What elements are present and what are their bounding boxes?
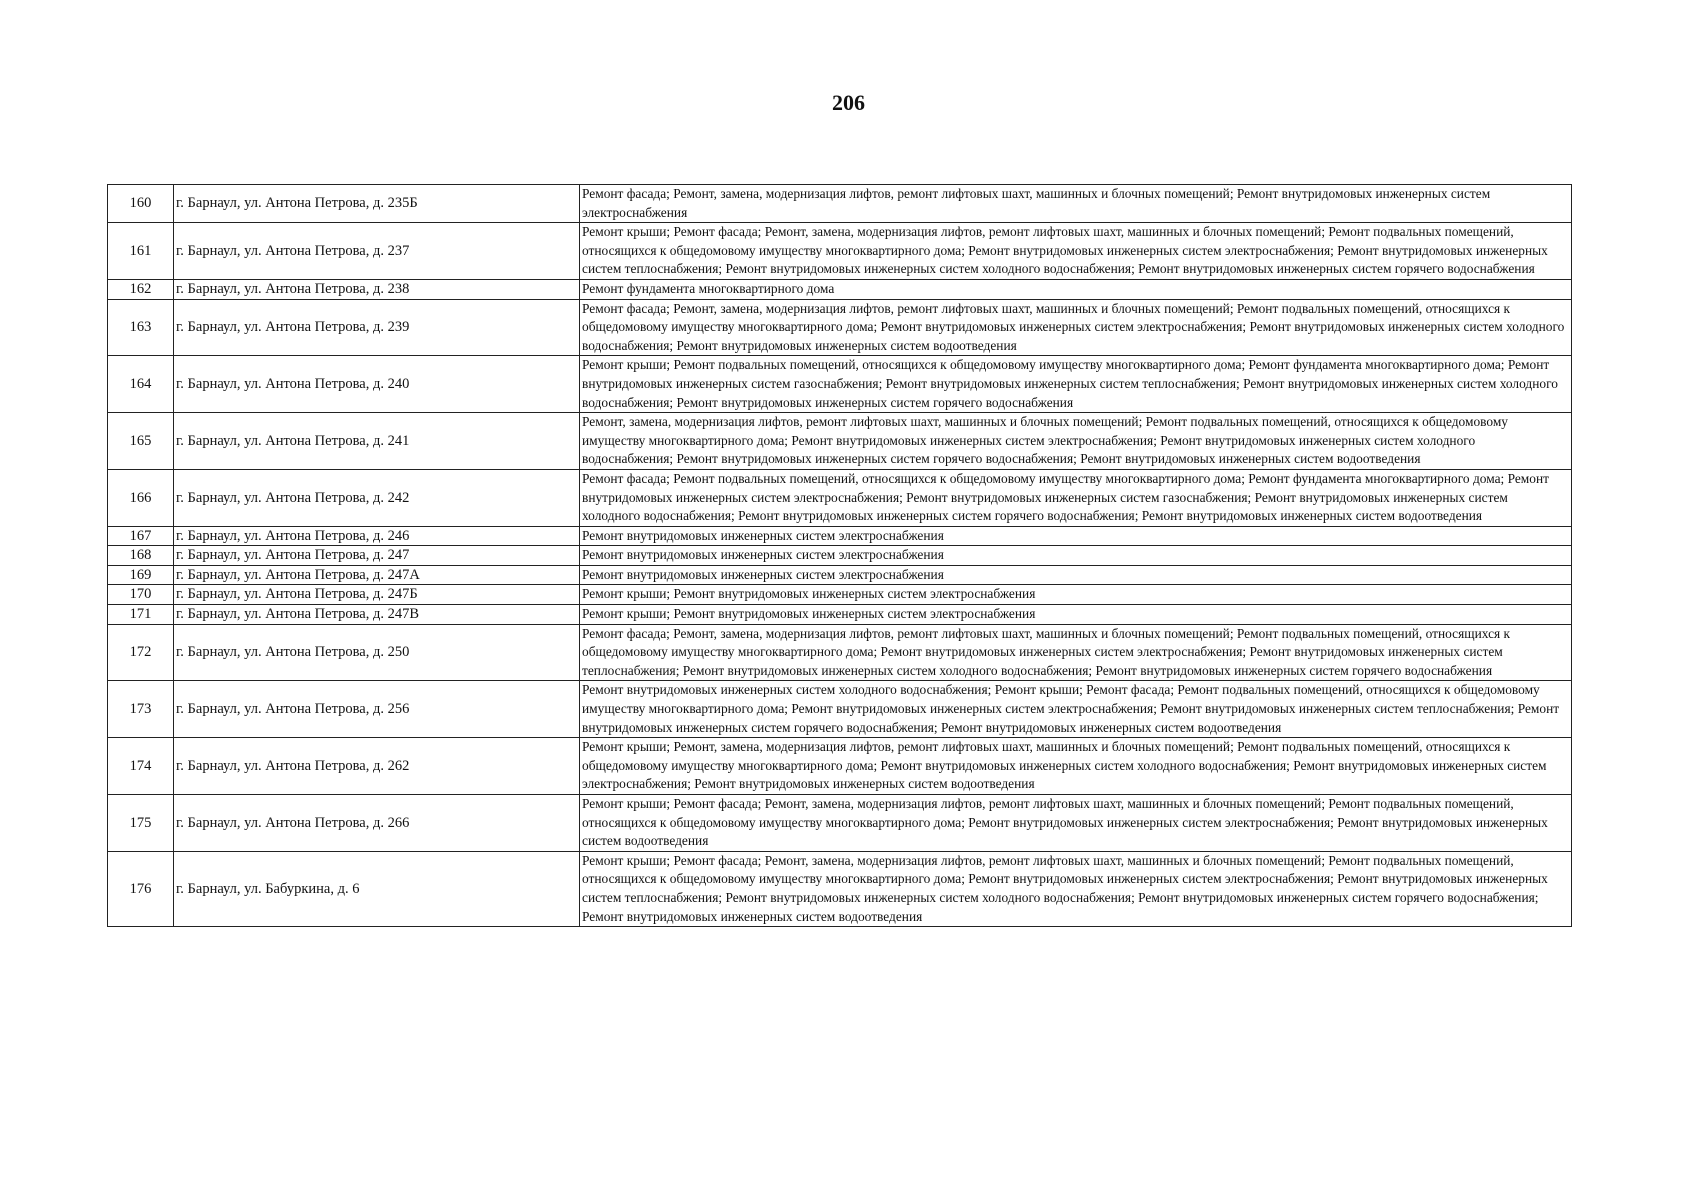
works-cell: Ремонт фундамента многоквартирного дома [580,279,1572,299]
works-cell: Ремонт, замена, модернизация лифтов, ремонт лифтовых шахт, машинных и блочных помещений; Ремонт подвальных помещений, относящихся к общедомовому имуществу многоквартирного дома; Ремонт внутридомовых инженерных систем электроснабжения; Ремонт внутридомовых инженерных систем холодного водоснабжения; Ремонт внутридомовых инженерных систем горячего водоснабжения; Ремонт внутридомовых инженерных систем водоотведения [580,413,1572,470]
row-number: 171 [108,605,174,625]
table-row [108,851,1572,926]
works-cell: Ремонт крыши; Ремонт подвальных помещений, относящихся к общедомовому имуществу многоквартирного дома; Ремонт фундамента многоквартирного дома; Ремонт внутридомовых инженерных систем газоснабжения; Ремонт внутридомовых инженерных систем теплоснабжения; Ремонт внутридомовых инженерных систем холодного водоснабжения; Ремонт внутридомовых инженерных систем горячего водоснабжения [580,356,1572,413]
row-number: 172 [108,624,174,681]
works-cell: Ремонт внутридомовых инженерных систем электроснабжения [580,565,1572,585]
address-cell: г. Барнаул, ул. Антона Петрова, д. 239 [174,299,580,356]
works-cell: Ремонт внутридомовых инженерных систем электроснабжения [580,546,1572,566]
table-row [108,546,1572,566]
table-row [108,223,1572,280]
works-cell: Ремонт крыши; Ремонт внутридомовых инженерных систем электроснабжения [580,585,1572,605]
address-cell: г. Барнаул, ул. Антона Петрова, д. 241 [174,413,580,470]
page-number: 206 [832,90,865,115]
works-cell: Ремонт фасада; Ремонт, замена, модернизация лифтов, ремонт лифтовых шахт, машинных и блочных помещений; Ремонт подвальных помещений, относящихся к общедомовому имуществу многоквартирного дома; Ремонт внутридомовых инженерных систем электроснабжения; Ремонт внутридомовых инженерных систем холодного водоснабжения; Ремонт внутридомовых инженерных систем водоотведения [580,299,1572,356]
row-number: 163 [108,299,174,356]
table-body [108,185,1572,927]
works-cell: Ремонт крыши; Ремонт, замена, модернизация лифтов, ремонт лифтовых шахт, машинных и блочных помещений; Ремонт подвальных помещений, относящихся к общедомовому имуществу многоквартирного дома; Ремонт внутридомовых инженерных систем холодного водоснабжения; Ремонт внутридомовых инженерных систем электроснабжения; Ремонт внутридомовых инженерных систем водоотведения [580,738,1572,795]
address-cell: г. Барнаул, ул. Антона Петрова, д. 240 [174,356,580,413]
row-number: 174 [108,738,174,795]
table-row [108,681,1572,738]
address-cell: г. Барнаул, ул. Антона Петрова, д. 247Б [174,585,580,605]
row-number: 167 [108,526,174,546]
table-row [108,795,1572,852]
row-number: 175 [108,795,174,852]
address-cell: г. Барнаул, ул. Антона Петрова, д. 247В [174,605,580,625]
table-row [108,279,1572,299]
repair-works-table [107,184,1572,927]
table-row [108,565,1572,585]
address-cell: г. Барнаул, ул. Антона Петрова, д. 238 [174,279,580,299]
table-row [108,299,1572,356]
row-number: 169 [108,565,174,585]
address-cell: г. Барнаул, ул. Антона Петрова, д. 266 [174,795,580,852]
row-number: 176 [108,851,174,926]
address-cell: г. Барнаул, ул. Антона Петрова, д. 246 [174,526,580,546]
works-cell: Ремонт фасада; Ремонт, замена, модернизация лифтов, ремонт лифтовых шахт, машинных и блочных помещений; Ремонт внутридомовых инженерных систем электроснабжения [580,185,1572,223]
works-cell: Ремонт крыши; Ремонт фасада; Ремонт, замена, модернизация лифтов, ремонт лифтовых шахт, машинных и блочных помещений; Ремонт подвальных помещений, относящихся к общедомовому имуществу многоквартирного дома; Ремонт внутридомовых инженерных систем электроснабжения; Ремонт внутридомовых инженерных систем теплоснабжения; Ремонт внутридомовых инженерных систем холодного водоснабжения; Ремонт внутридомовых инженерных систем горячего водоснабжения [580,223,1572,280]
address-cell: г. Барнаул, ул. Антона Петрова, д. 247А [174,565,580,585]
row-number: 164 [108,356,174,413]
row-number: 170 [108,585,174,605]
row-number: 165 [108,413,174,470]
table-row [108,624,1572,681]
works-cell: Ремонт внутридомовых инженерных систем электроснабжения [580,526,1572,546]
table-row [108,413,1572,470]
address-cell: г. Барнаул, ул. Антона Петрова, д. 247 [174,546,580,566]
row-number: 162 [108,279,174,299]
table-row [108,356,1572,413]
address-cell: г. Барнаул, ул. Антона Петрова, д. 237 [174,223,580,280]
table-row [108,526,1572,546]
row-number: 168 [108,546,174,566]
table-row [108,585,1572,605]
address-cell: г. Барнаул, ул. Бабуркина, д. 6 [174,851,580,926]
works-cell: Ремонт внутридомовых инженерных систем холодного водоснабжения; Ремонт крыши; Ремонт фасада; Ремонт подвальных помещений, относящихся к общедомовому имуществу многоквартирного дома; Ремонт внутридомовых инженерных систем электроснабжения; Ремонт внутридомовых инженерных систем теплоснабжения; Ремонт внутридомовых инженерных систем горячего водоснабжения; Ремонт внутридомовых инженерных систем водоотведения [580,681,1572,738]
table-row [108,185,1572,223]
works-cell: Ремонт крыши; Ремонт фасада; Ремонт, замена, модернизация лифтов, ремонт лифтовых шахт, машинных и блочных помещений; Ремонт подвальных помещений, относящихся к общедомовому имуществу многоквартирного дома; Ремонт внутридомовых инженерных систем электроснабжения; Ремонт внутридомовых инженерных систем водоотведения [580,795,1572,852]
row-number: 161 [108,223,174,280]
table-row [108,738,1572,795]
table-row [108,469,1572,526]
row-number: 160 [108,185,174,223]
address-cell: г. Барнаул, ул. Антона Петрова, д. 256 [174,681,580,738]
address-cell: г. Барнаул, ул. Антона Петрова, д. 242 [174,469,580,526]
address-cell: г. Барнаул, ул. Антона Петрова, д. 235Б [174,185,580,223]
row-number: 173 [108,681,174,738]
works-cell: Ремонт крыши; Ремонт внутридомовых инженерных систем электроснабжения [580,605,1572,625]
works-cell: Ремонт фасада; Ремонт, замена, модернизация лифтов, ремонт лифтовых шахт, машинных и блочных помещений; Ремонт подвальных помещений, относящихся к общедомовому имуществу многоквартирного дома; Ремонт внутридомовых инженерных систем электроснабжения; Ремонт внутридомовых инженерных систем теплоснабжения; Ремонт внутридомовых инженерных систем холодного водоснабжения; Ремонт внутридомовых инженерных систем горячего водоснабжения [580,624,1572,681]
table-row [108,605,1572,625]
works-cell: Ремонт фасада; Ремонт подвальных помещений, относящихся к общедомовому имуществу многоквартирного дома; Ремонт фундамента многоквартирного дома; Ремонт внутридомовых инженерных систем электроснабжения; Ремонт внутридомовых инженерных систем газоснабжения; Ремонт внутридомовых инженерных систем холодного водоснабжения; Ремонт внутридомовых инженерных систем горячего водоснабжения; Ремонт внутридомовых инженерных систем водоотведения [580,469,1572,526]
address-cell: г. Барнаул, ул. Антона Петрова, д. 262 [174,738,580,795]
address-cell: г. Барнаул, ул. Антона Петрова, д. 250 [174,624,580,681]
row-number: 166 [108,469,174,526]
works-cell: Ремонт крыши; Ремонт фасада; Ремонт, замена, модернизация лифтов, ремонт лифтовых шахт, машинных и блочных помещений; Ремонт подвальных помещений, относящихся к общедомовому имуществу многоквартирного дома; Ремонт внутридомовых инженерных систем электроснабжения; Ремонт внутридомовых инженерных систем теплоснабжения; Ремонт внутридомовых инженерных систем холодного водоснабжения; Ремонт внутридомовых инженерных систем горячего водоснабжения; Ремонт внутридомовых инженерных систем водоотведения [580,851,1572,926]
